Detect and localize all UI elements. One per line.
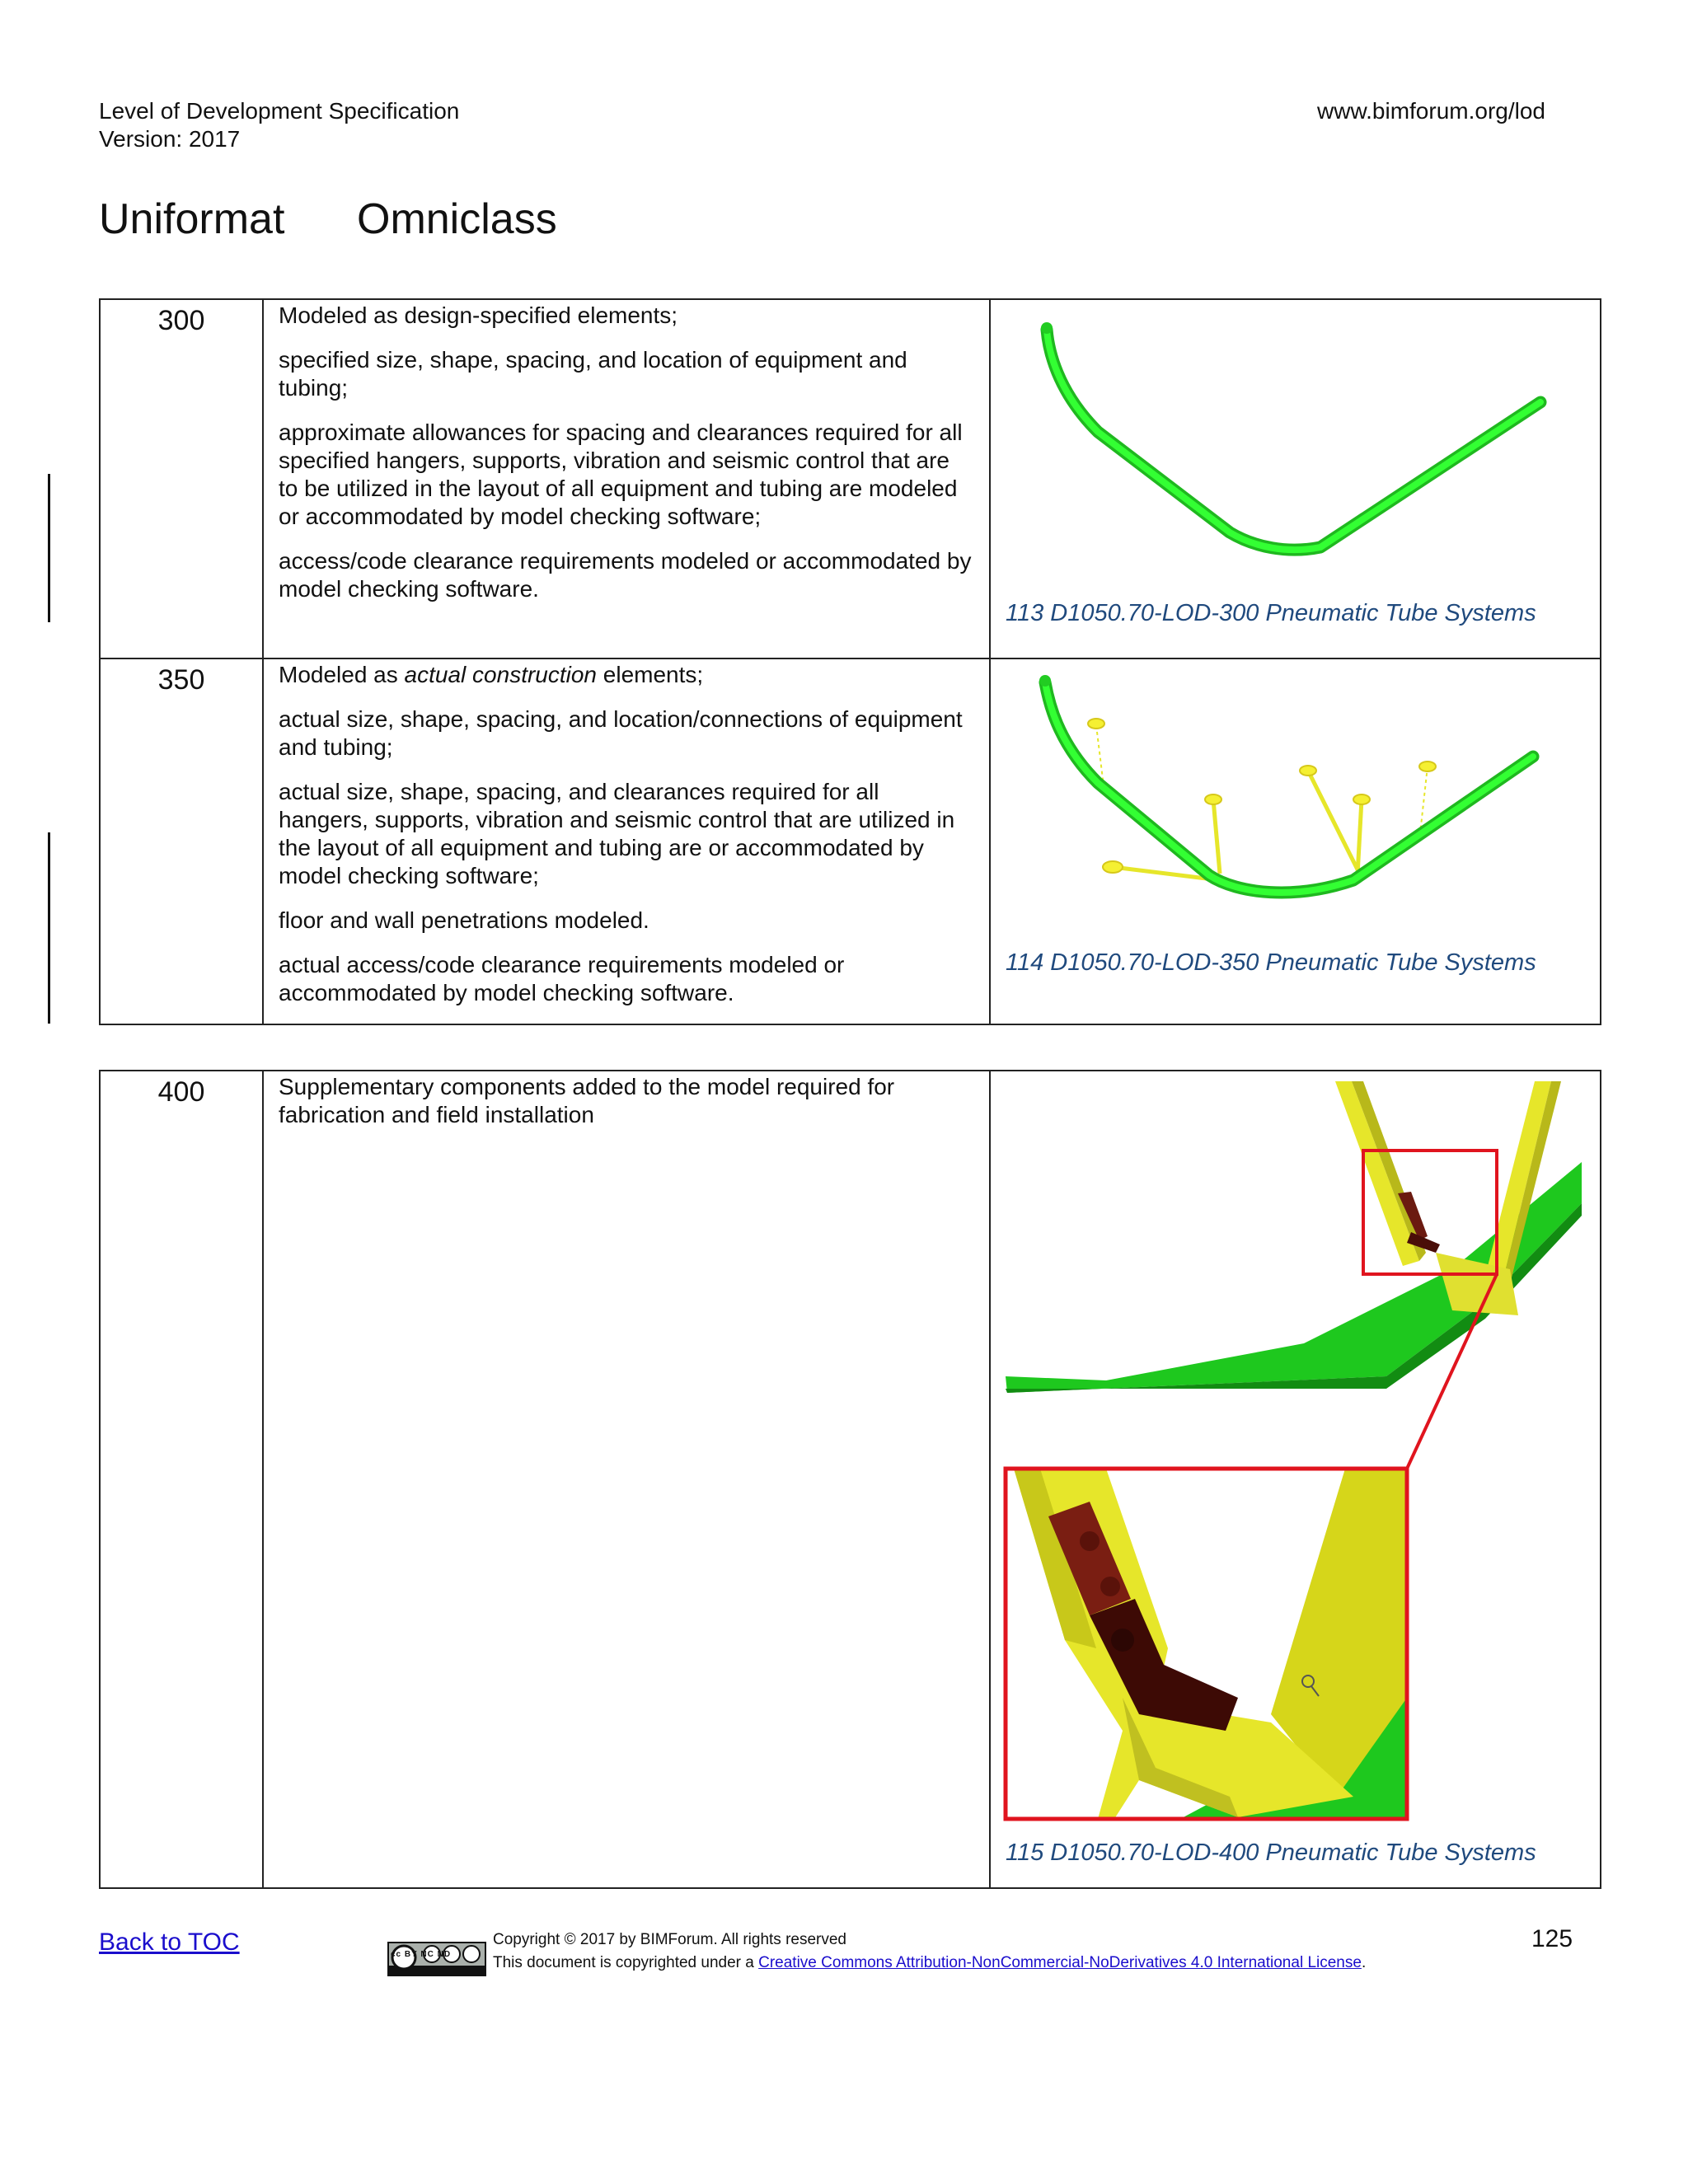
tube-lod300-illustration — [991, 300, 1598, 630]
lod-400-paragraph: Supplementary components added to the model required for fabrication and field installation — [279, 1074, 895, 1127]
lod-350-paragraph: actual size, shape, spacing, and location/connections of equipment and tubing; — [279, 706, 963, 760]
heading-uniformat: Uniformat — [99, 195, 285, 243]
lod-300-paragraph: access/code clearance requirements modeled or accommodated by model checking software. — [279, 548, 972, 602]
page-number: 125 — [1531, 1925, 1573, 1952]
heading-omniclass: Omniclass — [357, 195, 557, 243]
lod-350-description — [263, 658, 990, 1024]
license-notice — [493, 1952, 1366, 1975]
lod-table-300-350 — [99, 298, 1601, 1025]
lod-table-400 — [99, 1070, 1601, 1889]
lod-350-paragraph: floor and wall penetrations modeled. — [279, 907, 649, 933]
tube-lod400-illustration — [991, 1071, 1598, 1838]
doc-url: www.bimforum.org/lod — [1317, 98, 1545, 124]
lod-350-paragraph: actual size, shape, spacing, and clearances required for all hangers, supports, vibration and seismic control that are utilized in the layout of all equipment and tubing are or accommodated by model checking software; — [279, 779, 955, 888]
pneumatic-tube — [1047, 330, 1540, 550]
lod-350-paragraph: actual access/code clearance requirements modeled or accommodated by model checking software. — [279, 952, 845, 1005]
table-row — [100, 1071, 1601, 1888]
lod-400-description — [263, 1071, 990, 1888]
cc-badge-text: cc BY NC ND — [391, 1950, 452, 1959]
lod-300-paragraph: Modeled as design-specified elements; — [279, 302, 678, 328]
lod-300-paragraph: specified size, shape, spacing, and location of equipment and tubing; — [279, 347, 907, 401]
lod-300-figure-cell — [990, 299, 1601, 658]
text-run: Modeled as — [279, 662, 405, 687]
figure-caption-114: 114 D1050.70-LOD-350 Pneumatic Tube Systems — [1006, 949, 1536, 976]
license-suffix: . — [1361, 1954, 1367, 1971]
lod-350-paragraph — [279, 661, 974, 689]
table-row — [100, 658, 1601, 1024]
license-prefix: This document is copyrighted under a — [493, 1954, 759, 1971]
doc-version: Version: 2017 — [99, 126, 241, 152]
lod-350-figure-cell — [990, 658, 1601, 1024]
cc-badge-graphic — [389, 1943, 485, 1975]
detail-bracket-bolt — [1111, 1629, 1134, 1652]
figure-caption-115: 115 D1050.70-LOD-400 Pneumatic Tube Systems — [1006, 1840, 1536, 1866]
detail-bracket-bolt — [1100, 1577, 1120, 1596]
license-link[interactable]: Creative Commons Attribution-NonCommercial-NoDerivatives 4.0 International License — [758, 1954, 1362, 1971]
copyright-notice: Copyright © 2017 by BIMForum. All rights reserved — [493, 1931, 847, 1948]
lod-level-300: 300 — [100, 299, 263, 658]
back-to-toc-link[interactable]: Back to TOC — [99, 1929, 240, 1956]
figure-caption-113: 113 D1050.70-LOD-300 Pneumatic Tube Systems — [1006, 600, 1536, 626]
pneumatic-tube — [1045, 682, 1533, 893]
hanger-anchors — [1088, 719, 1436, 873]
pneumatic-tube-highlight — [1047, 330, 1540, 550]
lod-level-350: 350 — [100, 658, 263, 1024]
change-bar — [48, 832, 50, 1024]
doc-title: Level of Development Specification — [99, 98, 460, 124]
lod-level-400: 400 — [100, 1071, 263, 1888]
pneumatic-tube-highlight — [1045, 682, 1533, 893]
emphasis-text: actual construction — [404, 662, 598, 687]
tube-lod350-illustration — [991, 659, 1598, 981]
lod-400-figure-cell — [990, 1071, 1601, 1888]
tube-end — [1039, 675, 1051, 687]
text-run: elements; — [597, 662, 704, 687]
hanger-bar-left — [1335, 1081, 1419, 1266]
lod-300-paragraph: approximate allowances for spacing and clearances required for all specified hangers, supports, vibration and seismic control that are to be utilized in the layout of all equipment and tubing are modeled or accommodated by model checking software; — [279, 419, 963, 529]
cc-license-badge — [387, 1942, 486, 1976]
table-row — [100, 299, 1601, 658]
tube-end — [1041, 322, 1053, 334]
detail-bracket-bolt — [1080, 1531, 1100, 1551]
change-bar — [48, 474, 50, 622]
lod-300-description — [263, 299, 990, 658]
